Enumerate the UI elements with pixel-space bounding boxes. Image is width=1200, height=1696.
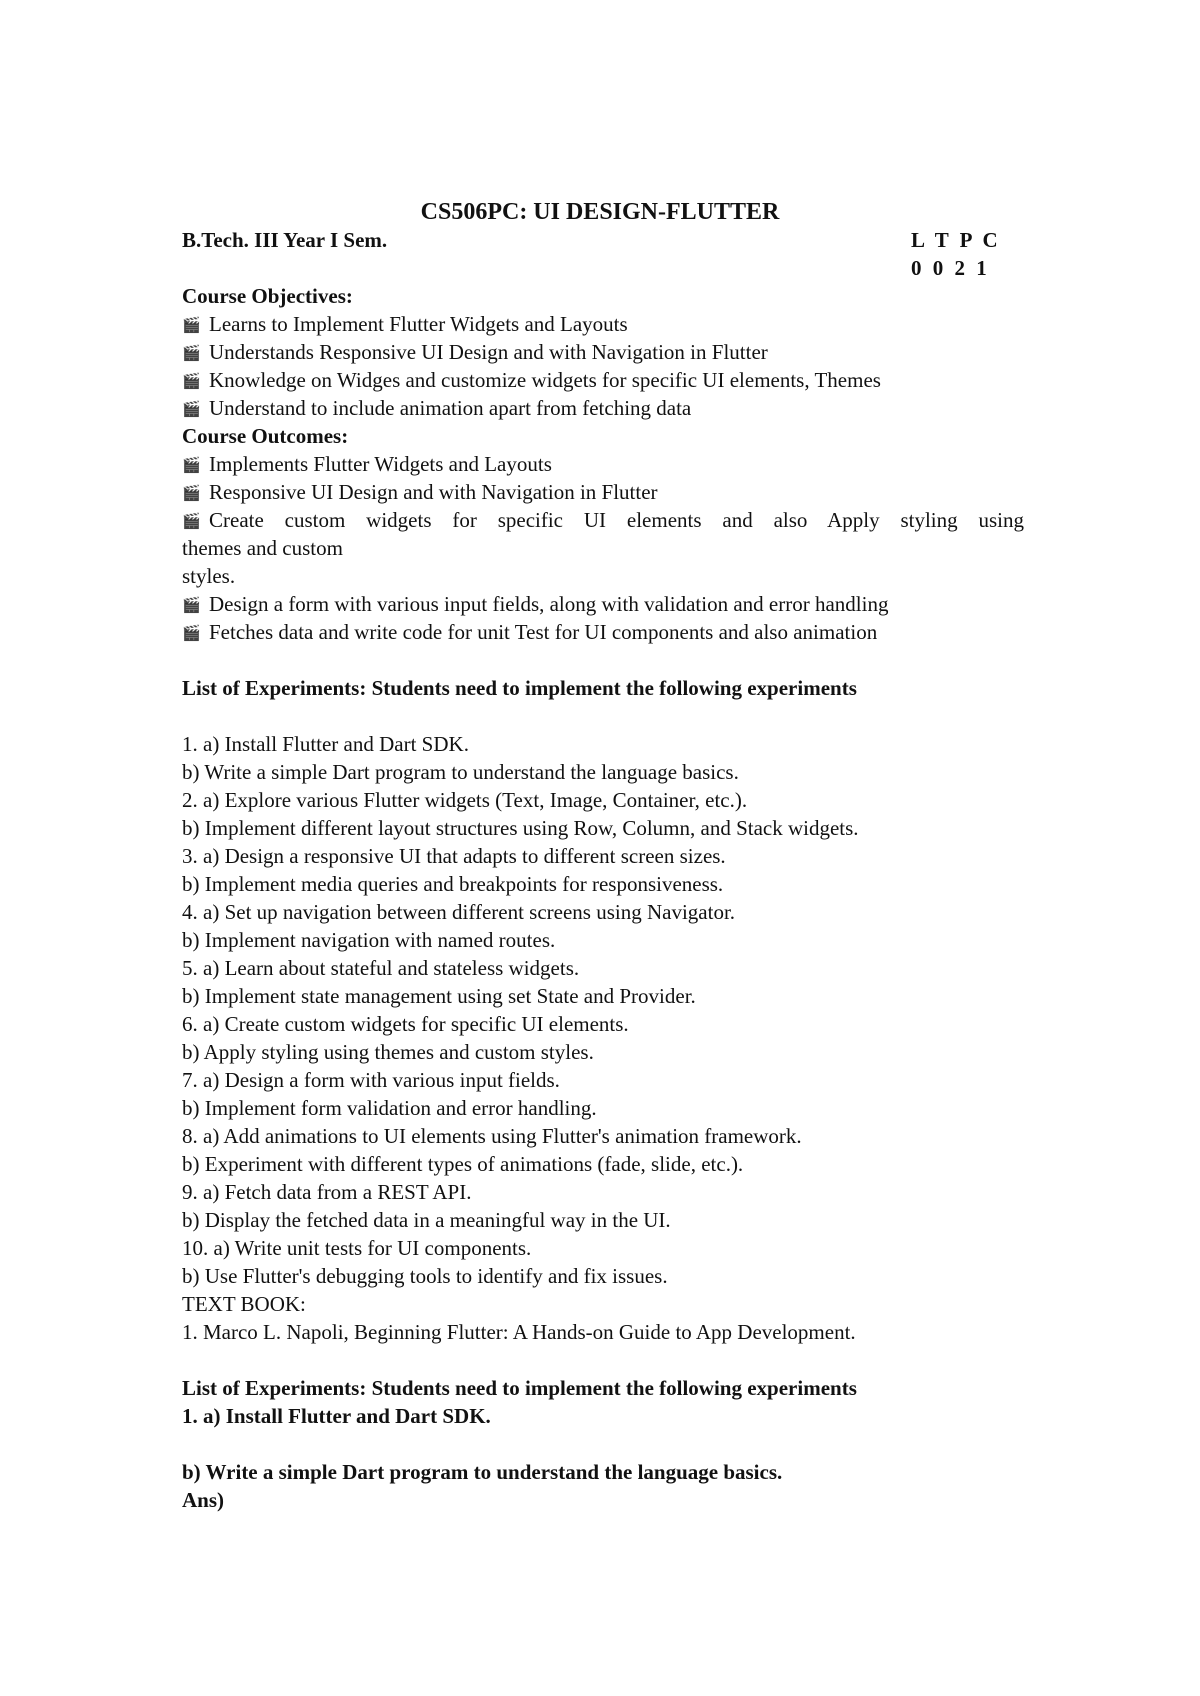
experiment-line: 5. a) Learn about stateful and stateless widgets. <box>182 956 580 980</box>
clapper-icon: 🎬 <box>182 512 201 530</box>
course-title: CS506PC: UI DESIGN-FLUTTER <box>420 199 780 225</box>
ltpc-label: L T P C <box>911 228 1001 252</box>
experiment-line: 6. a) Create custom widgets for specific UI elements. <box>182 1012 629 1036</box>
clapper-icon: 🎬 <box>182 624 201 642</box>
experiment-line: 10. a) Write unit tests for UI components. <box>182 1236 532 1260</box>
outcome-item: 🎬 Create custom widgets for specific UI elements and also Apply styling using <box>182 506 1024 535</box>
experiment-line: 2. a) Explore various Flutter widgets (Text, Image, Container, etc.). <box>182 788 748 812</box>
outcome-item: 🎬 Fetches data and write code for unit Test for UI components and also animation <box>182 618 1022 647</box>
textbook-heading: TEXT BOOK: <box>182 1292 306 1316</box>
answers-heading: List of Experiments: Students need to implement the following experiments <box>182 1376 857 1400</box>
clapper-icon: 🎬 <box>182 344 201 362</box>
clapper-icon: 🎬 <box>182 316 201 334</box>
objective-item: 🎬 Knowledge on Widges and customize widgets for specific UI elements, Themes <box>182 366 1022 395</box>
experiment-line: b) Implement different layout structures using Row, Column, and Stack widgets. <box>182 816 859 840</box>
clapper-icon: 🎬 <box>182 400 201 418</box>
experiment-line: b) Implement state management using set State and Provider. <box>182 984 696 1008</box>
clapper-icon: 🎬 <box>182 596 201 614</box>
question-1b: b) Write a simple Dart program to understand the language basics. <box>182 1460 783 1484</box>
experiments-heading: List of Experiments: Students need to implement the following experiments <box>182 676 857 700</box>
clapper-icon: 🎬 <box>182 372 201 390</box>
experiment-line: b) Implement media queries and breakpoints for responsiveness. <box>182 872 724 896</box>
experiment-line: b) Apply styling using themes and custom styles. <box>182 1040 594 1064</box>
experiment-line: 8. a) Add animations to UI elements using Flutter's animation framework. <box>182 1124 802 1148</box>
answer-label: Ans) <box>182 1488 225 1512</box>
experiment-line: b) Use Flutter's debugging tools to identify and fix issues. <box>182 1264 668 1288</box>
outcome-item: 🎬 Implements Flutter Widgets and Layouts <box>182 450 1022 479</box>
experiment-line: 1. a) Install Flutter and Dart SDK. <box>182 732 469 756</box>
experiment-line: b) Experiment with different types of animations (fade, slide, etc.). <box>182 1152 744 1176</box>
program-label: B.Tech. III Year I Sem. <box>182 228 388 252</box>
experiment-line: 9. a) Fetch data from a REST API. <box>182 1180 472 1204</box>
outcome-item: 🎬 Design a form with various input fields, along with validation and error handling <box>182 590 1022 619</box>
objective-item: 🎬 Understands Responsive UI Design and with Navigation in Flutter <box>182 338 1022 367</box>
experiment-line: 7. a) Design a form with various input fields. <box>182 1068 560 1092</box>
experiment-line: b) Implement form validation and error handling. <box>182 1096 597 1120</box>
clapper-icon: 🎬 <box>182 456 201 474</box>
objectives-heading: Course Objectives: <box>182 284 353 308</box>
ltpc-values: 0 0 2 1 <box>911 256 990 280</box>
objective-item: 🎬 Understand to include animation apart from fetching data <box>182 394 1022 423</box>
textbook-entry: 1. Marco L. Napoli, Beginning Flutter: A Hands-on Guide to App Development. <box>182 1320 856 1344</box>
experiment-line: b) Write a simple Dart program to understand the language basics. <box>182 760 739 784</box>
outcome-continuation: styles. <box>182 564 236 588</box>
experiment-line: 4. a) Set up navigation between different screens using Navigator. <box>182 900 736 924</box>
experiment-line: b) Display the fetched data in a meaningful way in the UI. <box>182 1208 671 1232</box>
outcomes-heading: Course Outcomes: <box>182 424 349 448</box>
objective-item: 🎬 Learns to Implement Flutter Widgets and Layouts <box>182 310 1022 339</box>
experiment-line: 3. a) Design a responsive UI that adapts to different screen sizes. <box>182 844 726 868</box>
outcome-item: 🎬 Responsive UI Design and with Navigation in Flutter <box>182 478 1022 507</box>
experiment-line: b) Implement navigation with named routes. <box>182 928 556 952</box>
clapper-icon: 🎬 <box>182 484 201 502</box>
question-1a: 1. a) Install Flutter and Dart SDK. <box>182 1404 491 1428</box>
outcome-continuation: themes and custom <box>182 536 343 560</box>
